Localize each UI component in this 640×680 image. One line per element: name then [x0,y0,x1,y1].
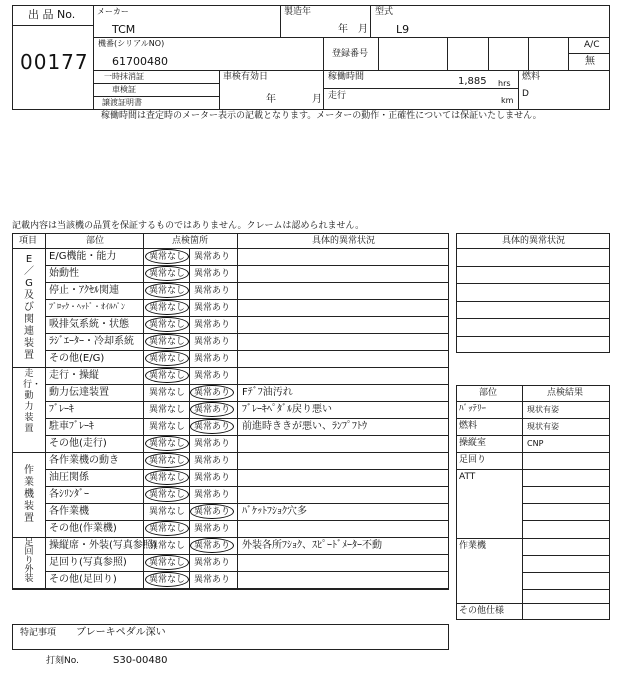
check-none: 異常なし [149,371,186,381]
model: L9 [396,23,410,36]
group-label: 作業機装置 [24,464,34,524]
check-circle-mark [145,249,189,264]
result-row-part: ﾊﾞｯﾃﾘｰ [459,404,487,414]
hours-unit: hrs [498,79,511,88]
inspection-valid-label: 車検有効日 [223,72,269,82]
inspection-month-unit: 月 [312,94,322,105]
row-part: 油圧関係 [49,472,89,483]
permit-vehicle-label: 車検証 [112,85,136,94]
permit-transfer-label: 譲渡証明書 [102,98,142,107]
check-circle-mark [145,555,189,570]
check-none: 異常なし [149,337,186,347]
check-none: 異常なし [149,456,186,466]
check-some: 異常あり [194,354,231,364]
serial: 61700480 [112,55,168,68]
check-none: 異常なし [149,541,186,551]
check-circle-mark [145,334,189,349]
result-row-value: CNP [527,439,544,448]
check-circle-mark [145,487,189,502]
check-none: 異常なし [149,507,186,517]
check-circle-mark [145,283,189,298]
check-some: 異常あり [194,405,231,415]
header-frame [12,5,610,110]
check-circle-mark [145,436,189,451]
fuel-value: D [522,89,529,99]
row-part: 走行・操縦 [49,370,99,381]
check-some: 異常あり [194,388,231,398]
check-none: 異常なし [149,473,186,483]
hours-note: 稼働時間は査定時のメーター表示の記載となります。メーターの動作・正確性については保証いたしません。 [101,111,542,121]
check-none: 異常なし [149,422,186,432]
check-circle-mark [190,504,234,519]
check-some: 異常あり [194,575,231,585]
col-check-header: 点検箇所 [172,236,209,246]
result-row-value: 現状有姿 [527,405,559,414]
check-circle-mark [145,368,189,383]
row-detail: ﾊﾞｹｯﾄﾌｼｮｸ穴多 [242,506,307,517]
check-some: 異常あり [194,286,231,296]
check-circle-mark [190,385,234,400]
month-unit: 月 [358,24,368,35]
row-detail: ﾌﾞﾚｰｷﾍﾟﾀﾞﾙ戻り悪い [242,404,332,415]
row-part: ﾌﾞﾛｯｸ・ﾍｯﾄﾞ・ｵｲﾙﾊﾟﾝ [49,302,125,311]
row-detail: 外装各所ﾌｼｮｸ、ｽﾋﾟｰﾄﾞﾒｰﾀｰ不動 [242,540,382,551]
remarks-label: 特記事項 [20,628,57,638]
row-part: 各作業機の動き [49,455,119,466]
row-part: その他(走行) [49,438,107,449]
group-label: 走行・動力装置 [23,369,42,434]
check-none: 異常なし [149,320,186,330]
row-part: 足回り(写真参照) [49,557,127,568]
check-circle-mark [190,538,234,553]
row-part: 始動性 [49,268,79,279]
lot-no: 00177 [20,50,89,74]
row-part: 吸排気系統・状態 [49,319,129,330]
check-none: 異常なし [149,252,186,262]
col-item-header: 項目 [19,236,38,246]
check-circle-mark [145,300,189,315]
remarks-text: ブレーキペダル深い [76,627,166,638]
row-part: その他(E/G) [49,353,105,364]
check-none: 異常なし [149,524,186,534]
result-row-value: 現状有姿 [527,422,559,431]
check-some: 異常あり [194,558,231,568]
row-part: 停止・ｱｸｾﾙ関連 [49,285,119,296]
row-part: 動力伝達装置 [49,387,109,398]
result-row-part: 操縦室 [459,438,487,448]
check-some: 異常あり [194,456,231,466]
model-label: 型式 [375,7,394,17]
check-some: 異常あり [194,320,231,330]
check-none: 異常なし [149,405,186,415]
registration-label: 登録番号 [332,49,369,59]
check-some: 異常あり [194,337,231,347]
ac-label: A/C [584,40,600,50]
check-some: 異常あり [194,439,231,449]
hours-label: 稼働時間 [328,72,365,82]
result-row-part: 足回り [459,455,487,465]
row-part: E/G機能・能力 [49,251,117,262]
check-none: 異常なし [149,558,186,568]
hours-value: 1,885 [458,76,487,87]
mfg-year-label: 製造年 [284,7,312,17]
check-some: 異常あり [194,524,231,534]
maker-label: メーカー [97,7,129,16]
check-none: 異常なし [149,575,186,585]
check-none: 異常なし [149,354,186,364]
result-col-part: 部位 [479,388,498,398]
result-row-part: その他仕様 [459,606,505,616]
ac-value: 無 [585,56,595,67]
check-some: 異常あり [194,269,231,279]
check-none: 異常なし [149,388,186,398]
check-none: 異常なし [149,303,186,313]
group-label: E／G及び関連装置 [24,253,34,361]
check-some: 異常あり [194,252,231,262]
lot-no-label: 出 品 No. [28,8,76,21]
travel-label: 走行 [328,91,347,101]
row-detail: 前進時ききが悪い、ﾗﾝﾌﾟﾌﾄｳ [242,421,367,432]
check-circle-mark [145,521,189,536]
row-part: ﾌﾞﾚｰｷ [49,404,74,415]
row-detail: Fﾃﾞﾌ油汚れ [242,387,293,398]
check-none: 異常なし [149,490,186,500]
stamp-value: S30-00480 [113,655,168,666]
row-part: ﾗｼﾞｴｰﾀｰ・冷却系統 [49,336,134,347]
result-row-part: 作業機 [459,541,487,551]
check-circle-mark [145,470,189,485]
result-row-part: 燃料 [459,421,478,431]
year-unit: 年 [338,24,348,35]
result-col-result: 点検結果 [547,388,584,398]
disclaimer: 記載内容は当該機の品質を保証するものではありません。クレームは認められません。 [12,221,365,231]
check-circle-mark [145,317,189,332]
check-none: 異常なし [149,269,186,279]
row-part: 操縦席・外装(写真参照) [49,540,157,551]
check-circle-mark [145,351,189,366]
check-some: 異常あり [194,507,231,517]
check-some: 異常あり [194,303,231,313]
row-part: 各作業機 [49,506,89,517]
right-detail-title: 具体的異常状況 [502,236,566,246]
row-part: その他(作業機) [49,523,117,534]
maker: TCM [112,23,136,36]
fuel-label: 燃料 [522,72,541,82]
check-circle-mark [145,453,189,468]
check-none: 異常なし [149,439,186,449]
group-label: 足回り外装 [24,538,34,584]
check-some: 異常あり [194,371,231,381]
result-row-part: ATT [459,472,476,482]
check-some: 異常あり [194,541,231,551]
km-unit: km [501,96,514,105]
check-circle-mark [145,572,189,587]
check-some: 異常あり [194,422,231,432]
stamp-label: 打刻No. [46,656,79,666]
row-part: 駐車ﾌﾞﾚｰｷ [49,421,94,432]
check-some: 異常あり [194,490,231,500]
col-part-header: 部位 [86,236,105,246]
check-circle-mark [145,266,189,281]
check-none: 異常なし [149,286,186,296]
serial-label: 機番(シリアルNO) [98,39,165,48]
row-part: その他(足回り) [49,574,117,585]
row-part: 各ｼﾘﾝﾀﾞｰ [49,489,89,500]
inspection-year-unit: 年 [266,94,276,105]
check-some: 異常あり [194,473,231,483]
check-circle-mark [190,419,234,434]
permit-temp-label: 一時抹消証 [104,72,144,81]
col-detail-header: 具体的異常状況 [312,236,376,246]
check-circle-mark [190,402,234,417]
